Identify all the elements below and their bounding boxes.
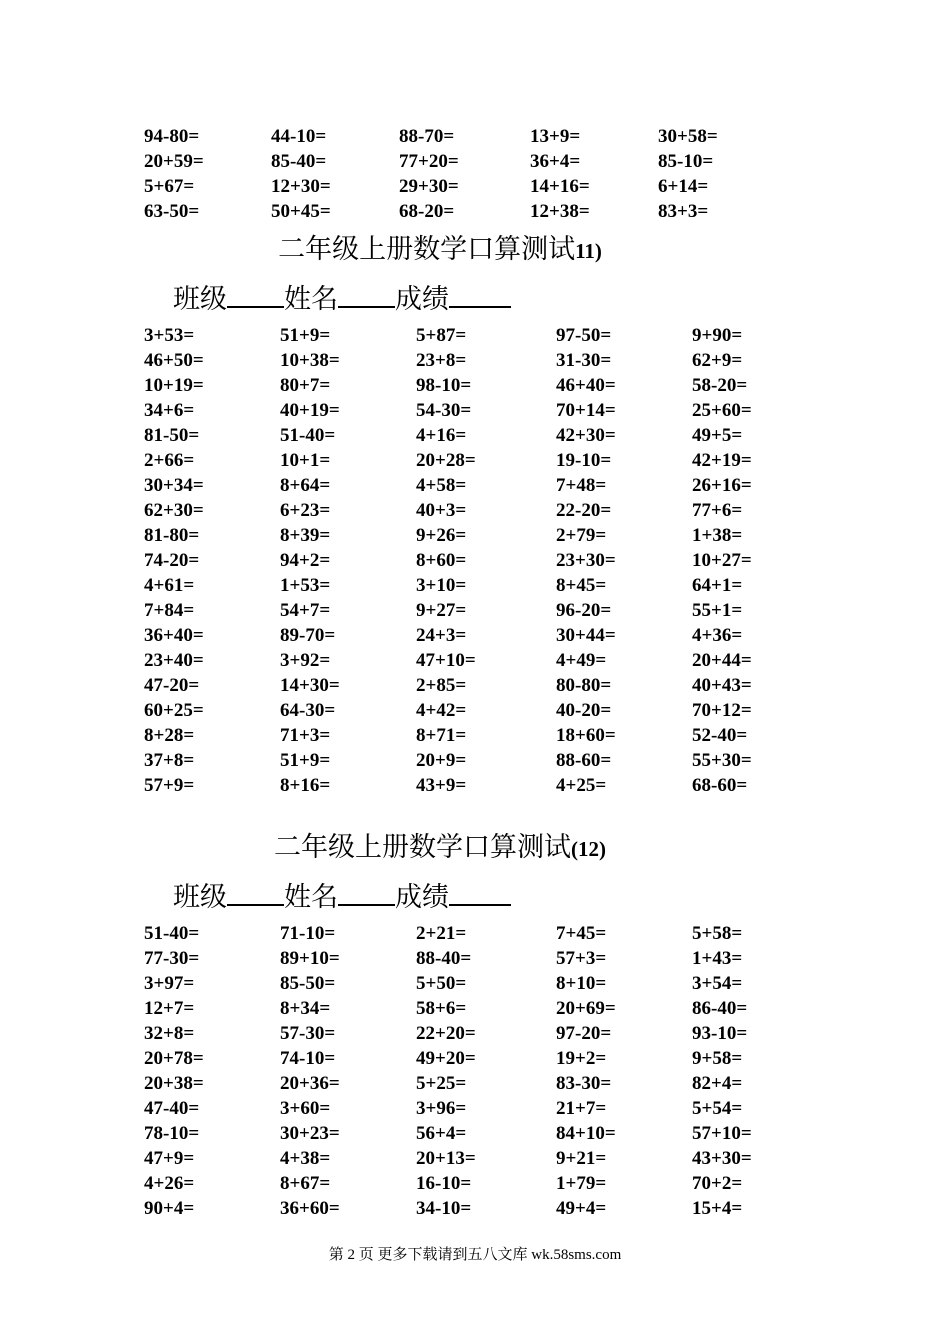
problem-item: 70+14= (556, 400, 616, 421)
problem-item: 52-40= (692, 725, 748, 746)
problem-item: 8+64= (280, 475, 331, 496)
test-12-number: (12) (571, 837, 606, 861)
problem-item: 30+34= (144, 475, 204, 496)
problem-item: 37+8= (144, 750, 195, 771)
problem-item: 85-40= (271, 151, 327, 172)
problem-item: 8+10= (556, 973, 607, 994)
class-blank (227, 882, 284, 906)
problem-item: 26+16= (692, 475, 752, 496)
problem-item: 51+9= (280, 750, 331, 771)
problem-row (144, 548, 828, 573)
problem-item: 47+10= (416, 650, 476, 671)
problem-item: 68-20= (399, 201, 455, 222)
problem-row (144, 1046, 828, 1071)
problem-item: 70+12= (692, 700, 752, 721)
problem-item: 19-10= (556, 450, 612, 471)
problem-item: 12+7= (144, 998, 195, 1019)
problem-item: 5+87= (416, 325, 467, 346)
problem-item: 8+60= (416, 550, 467, 571)
problem-item: 50+45= (271, 201, 331, 222)
problem-item: 88-70= (399, 126, 455, 147)
problem-item: 4+25= (556, 775, 607, 796)
problem-item: 70+2= (692, 1173, 743, 1194)
problem-item: 8+67= (280, 1173, 331, 1194)
problem-item: 9+90= (692, 325, 743, 346)
test-11-number: 11) (575, 239, 602, 263)
problem-item: 8+34= (280, 998, 331, 1019)
problem-item: 1+79= (556, 1173, 607, 1194)
problem-item: 20+44= (692, 650, 752, 671)
problem-row (144, 1096, 828, 1121)
problem-item: 4+58= (416, 475, 467, 496)
problem-item: 23+8= (416, 350, 467, 371)
problem-row (144, 1021, 828, 1046)
problem-row (144, 348, 828, 373)
problem-item: 62+30= (144, 500, 204, 521)
problem-item: 31-30= (556, 350, 612, 371)
problem-item: 4+16= (416, 425, 467, 446)
problem-item: 19+2= (556, 1048, 607, 1069)
problem-item: 20+36= (280, 1073, 340, 1094)
problem-item: 34-10= (416, 1198, 472, 1219)
problem-item: 5+58= (692, 923, 743, 944)
problem-grid-test-12 (144, 921, 828, 1221)
problem-row (144, 698, 828, 723)
problem-item: 5+67= (144, 176, 195, 197)
problem-item: 32+8= (144, 1023, 195, 1044)
problem-item: 40-20= (556, 700, 612, 721)
problem-row (144, 946, 828, 971)
problem-item: 93-10= (692, 1023, 748, 1044)
problem-item: 55+30= (692, 750, 752, 771)
problem-item: 43+9= (416, 775, 467, 796)
problem-item: 1+43= (692, 948, 743, 969)
problem-item: 3+92= (280, 650, 331, 671)
problem-item: 94+2= (280, 550, 331, 571)
problem-item: 54+7= (280, 600, 331, 621)
problem-row (144, 1121, 828, 1146)
problem-item: 1+53= (280, 575, 331, 596)
problem-row (144, 748, 828, 773)
name-label: 姓名 (284, 882, 338, 912)
problem-item: 51+9= (280, 325, 331, 346)
score-blank (449, 284, 511, 308)
problem-row (144, 1071, 828, 1096)
problem-item: 57+10= (692, 1123, 752, 1144)
problem-item: 3+96= (416, 1098, 467, 1119)
problem-item: 5+50= (416, 973, 467, 994)
problem-item: 3+54= (692, 973, 743, 994)
problem-item: 9+58= (692, 1048, 743, 1069)
problem-row (144, 323, 828, 348)
problem-row (144, 673, 828, 698)
problem-row (144, 921, 828, 946)
page-footer: 第 2 页 更多下载请到五八文库 wk.58sms.com (328, 1247, 622, 1263)
problem-item: 14+16= (530, 176, 590, 197)
problem-item: 85-10= (658, 151, 714, 172)
problem-item: 88-40= (416, 948, 472, 969)
problem-item: 44-10= (271, 126, 327, 147)
problem-item: 2+66= (144, 450, 195, 471)
problem-item: 20+69= (556, 998, 616, 1019)
problem-item: 49+20= (416, 1048, 476, 1069)
problem-item: 22-20= (556, 500, 612, 521)
class-blank (227, 284, 284, 308)
problem-grid-test-11 (144, 323, 828, 798)
problem-item: 6+23= (280, 500, 331, 521)
problem-item: 71+3= (280, 725, 331, 746)
class-label: 班级 (173, 882, 227, 912)
problem-row (144, 398, 828, 423)
problem-item: 56+4= (416, 1123, 467, 1144)
problem-item: 85-50= (280, 973, 336, 994)
problem-row (144, 573, 828, 598)
problem-item: 81-50= (144, 425, 200, 446)
problem-item: 77-30= (144, 948, 200, 969)
problem-item: 77+20= (399, 151, 459, 172)
problem-item: 18+60= (556, 725, 616, 746)
problem-item: 98-10= (416, 375, 472, 396)
problem-item: 1+38= (692, 525, 743, 546)
problem-item: 82+4= (692, 1073, 743, 1094)
problem-row (144, 473, 828, 498)
problem-item: 51-40= (144, 923, 200, 944)
problem-row (144, 199, 768, 224)
problem-item: 47-40= (144, 1098, 200, 1119)
problem-item: 86-40= (692, 998, 748, 1019)
problem-item: 46+40= (556, 375, 616, 396)
problem-row (144, 996, 828, 1021)
problem-row (144, 423, 828, 448)
problem-item: 40+3= (416, 500, 467, 521)
test-12-info-line (173, 879, 511, 915)
problem-row (144, 648, 828, 673)
problem-item: 22+20= (416, 1023, 476, 1044)
problem-item: 9+26= (416, 525, 467, 546)
problem-item: 97-50= (556, 325, 612, 346)
problem-item: 46+50= (144, 350, 204, 371)
problem-item: 58+6= (416, 998, 467, 1019)
problem-item: 7+48= (556, 475, 607, 496)
problem-row (144, 1146, 828, 1171)
problem-item: 5+54= (692, 1098, 743, 1119)
problem-item: 81-80= (144, 525, 200, 546)
problem-item: 8+28= (144, 725, 195, 746)
problem-item: 36+40= (144, 625, 204, 646)
problem-item: 57-30= (280, 1023, 336, 1044)
problem-grid-top (144, 124, 768, 224)
problem-item: 15+4= (692, 1198, 743, 1219)
problem-item: 55+1= (692, 600, 743, 621)
problem-item: 74-10= (280, 1048, 336, 1069)
problem-row (144, 174, 768, 199)
problem-item: 3+53= (144, 325, 195, 346)
problem-item: 3+97= (144, 973, 195, 994)
name-blank (338, 284, 395, 308)
problem-item: 84+10= (556, 1123, 616, 1144)
problem-item: 68-60= (692, 775, 748, 796)
problem-item: 96-20= (556, 600, 612, 621)
problem-item: 2+85= (416, 675, 467, 696)
problem-item: 77+6= (692, 500, 743, 521)
problem-item: 20+13= (416, 1148, 476, 1169)
problem-row (144, 1196, 828, 1221)
problem-item: 3+60= (280, 1098, 331, 1119)
problem-item: 54-30= (416, 400, 472, 421)
problem-row (144, 523, 828, 548)
problem-item: 97-20= (556, 1023, 612, 1044)
problem-item: 62+9= (692, 350, 743, 371)
problem-row (144, 971, 828, 996)
problem-row (144, 448, 828, 473)
problem-item: 47+9= (144, 1148, 195, 1169)
problem-item: 90+4= (144, 1198, 195, 1219)
problem-item: 21+7= (556, 1098, 607, 1119)
problem-item: 7+84= (144, 600, 195, 621)
problem-row (144, 149, 768, 174)
test-12-title (0, 829, 880, 867)
problem-item: 4+42= (416, 700, 467, 721)
problem-item: 7+45= (556, 923, 607, 944)
problem-item: 49+5= (692, 425, 743, 446)
problem-item: 24+3= (416, 625, 467, 646)
score-label: 成绩 (395, 882, 449, 912)
problem-item: 29+30= (399, 176, 459, 197)
test-12-title-text: 二年级上册数学口算测试 (274, 832, 571, 862)
problem-item: 57+9= (144, 775, 195, 796)
problem-item: 12+30= (271, 176, 331, 197)
problem-item: 4+38= (280, 1148, 331, 1169)
problem-item: 2+79= (556, 525, 607, 546)
problem-row (144, 1171, 828, 1196)
problem-item: 16-10= (416, 1173, 472, 1194)
problem-item: 64+1= (692, 575, 743, 596)
problem-item: 60+25= (144, 700, 204, 721)
problem-item: 14+30= (280, 675, 340, 696)
problem-item: 2+21= (416, 923, 467, 944)
problem-item: 4+61= (144, 575, 195, 596)
problem-item: 89+10= (280, 948, 340, 969)
problem-item: 80+7= (280, 375, 331, 396)
problem-row (144, 124, 768, 149)
problem-item: 10+38= (280, 350, 340, 371)
problem-item: 10+1= (280, 450, 331, 471)
problem-item: 36+4= (530, 151, 581, 172)
problem-item: 23+40= (144, 650, 204, 671)
test-11-info-line (173, 281, 511, 317)
problem-item: 74-20= (144, 550, 200, 571)
problem-row (144, 498, 828, 523)
problem-item: 20+78= (144, 1048, 204, 1069)
problem-item: 4+49= (556, 650, 607, 671)
problem-item: 42+19= (692, 450, 752, 471)
problem-item: 25+60= (692, 400, 752, 421)
score-label: 成绩 (395, 284, 449, 314)
problem-item: 64-30= (280, 700, 336, 721)
problem-row (144, 773, 828, 798)
problem-item: 20+28= (416, 450, 476, 471)
problem-item: 58-20= (692, 375, 748, 396)
problem-item: 42+30= (556, 425, 616, 446)
problem-item: 9+27= (416, 600, 467, 621)
problem-item: 40+19= (280, 400, 340, 421)
problem-row (144, 373, 828, 398)
class-label: 班级 (173, 284, 227, 314)
problem-item: 83+3= (658, 201, 709, 222)
problem-item: 9+21= (556, 1148, 607, 1169)
problem-item: 34+6= (144, 400, 195, 421)
problem-item: 13+9= (530, 126, 581, 147)
problem-item: 47-20= (144, 675, 200, 696)
problem-item: 30+44= (556, 625, 616, 646)
problem-item: 23+30= (556, 550, 616, 571)
problem-item: 8+45= (556, 575, 607, 596)
test-11-title (0, 231, 880, 269)
score-blank (449, 882, 511, 906)
problem-item: 20+38= (144, 1073, 204, 1094)
name-blank (338, 882, 395, 906)
problem-item: 30+58= (658, 126, 718, 147)
problem-item: 4+36= (692, 625, 743, 646)
problem-item: 94-80= (144, 126, 200, 147)
problem-item: 40+43= (692, 675, 752, 696)
problem-item: 8+16= (280, 775, 331, 796)
problem-item: 43+30= (692, 1148, 752, 1169)
problem-item: 30+23= (280, 1123, 340, 1144)
problem-item: 36+60= (280, 1198, 340, 1219)
name-label: 姓名 (284, 284, 338, 314)
problem-item: 10+27= (692, 550, 752, 571)
problem-item: 8+39= (280, 525, 331, 546)
problem-item: 88-60= (556, 750, 612, 771)
problem-item: 83-30= (556, 1073, 612, 1094)
problem-item: 49+4= (556, 1198, 607, 1219)
problem-item: 80-80= (556, 675, 612, 696)
problem-item: 5+25= (416, 1073, 467, 1094)
problem-item: 57+3= (556, 948, 607, 969)
problem-row (144, 623, 828, 648)
problem-item: 78-10= (144, 1123, 200, 1144)
problem-item: 71-10= (280, 923, 336, 944)
problem-item: 89-70= (280, 625, 336, 646)
problem-item: 20+9= (416, 750, 467, 771)
test-11-title-text: 二年级上册数学口算测试 (278, 234, 576, 264)
problem-row (144, 723, 828, 748)
problem-item: 3+10= (416, 575, 467, 596)
problem-item: 4+26= (144, 1173, 195, 1194)
problem-item: 10+19= (144, 375, 204, 396)
problem-item: 12+38= (530, 201, 590, 222)
problem-item: 63-50= (144, 201, 200, 222)
problem-item: 51-40= (280, 425, 336, 446)
problem-item: 20+59= (144, 151, 204, 172)
problem-item: 6+14= (658, 176, 709, 197)
problem-row (144, 598, 828, 623)
problem-item: 8+71= (416, 725, 467, 746)
